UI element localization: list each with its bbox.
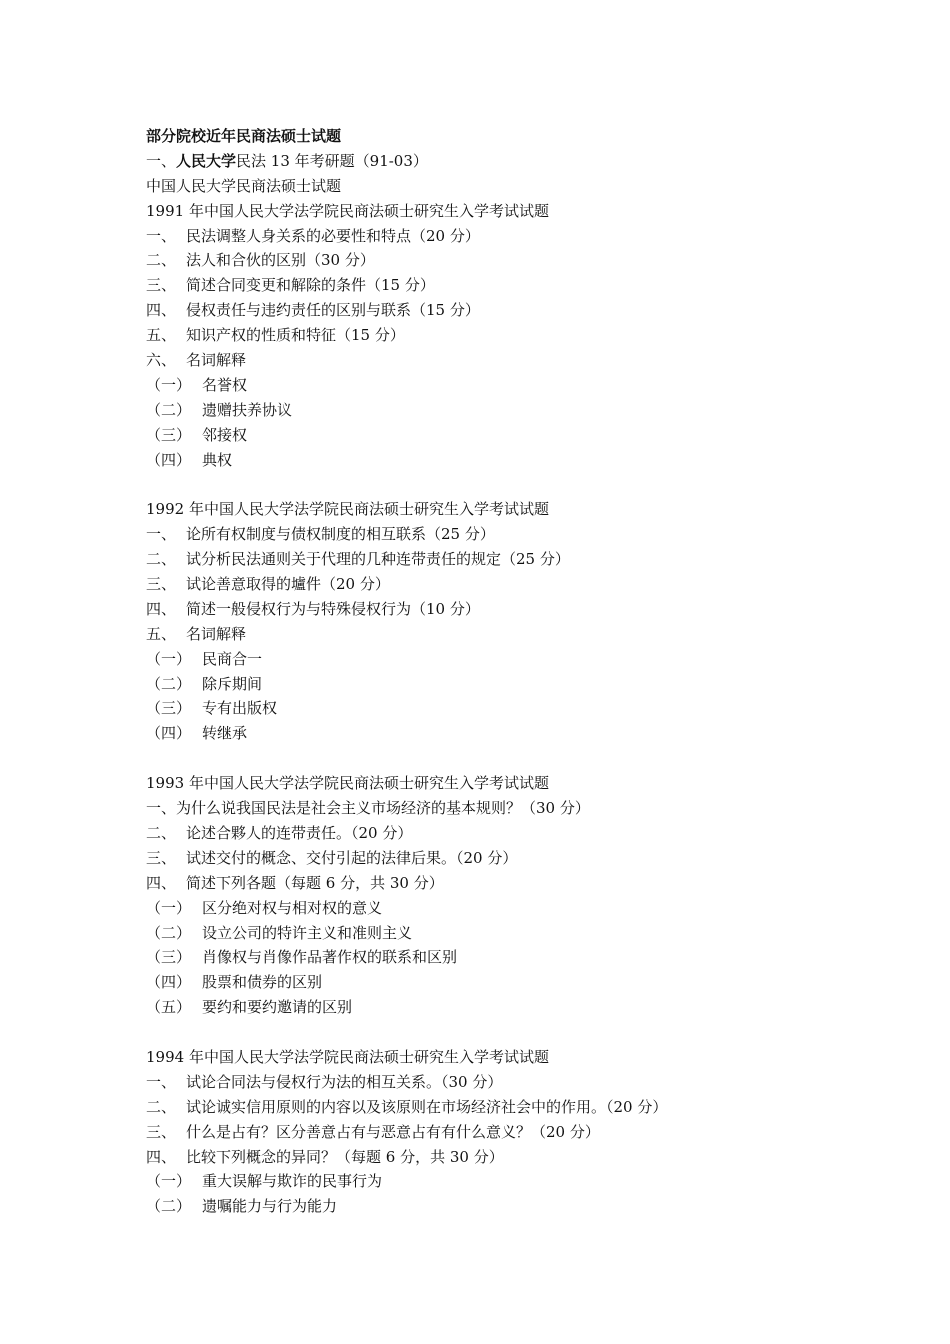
blank-line <box>146 472 926 497</box>
question-item <box>146 846 926 871</box>
sub-question-number: （一） <box>146 649 192 668</box>
question-item <box>146 597 926 622</box>
question-text: 知识产权的性质和特征（15 分） <box>186 326 405 345</box>
question-number: 四、 <box>146 873 177 892</box>
sub-question-text: 名誉权 <box>202 375 248 394</box>
question-text: 法人和合伙的区别（30 分） <box>186 251 375 270</box>
question-number: 三、 <box>146 848 177 867</box>
sub-question-text: 邻接权 <box>202 425 248 444</box>
question-number: 五、 <box>146 624 177 643</box>
sub-question-text: 除斥期间 <box>202 674 263 693</box>
sub-question-text: 设立公司的特许主义和准则主义 <box>202 923 413 942</box>
question-number: 二、 <box>146 1097 177 1116</box>
sub-question-number: （一） <box>146 898 192 917</box>
sub-question-text: 遗赠扶养协议 <box>202 400 293 419</box>
question-text: 简述一般侵权行为与特殊侵权行为（10 分） <box>186 599 480 618</box>
question-number: 二、 <box>146 550 177 569</box>
sub-question-item <box>146 373 926 398</box>
question-text: 简述合同变更和解除的条件（15 分） <box>186 276 435 295</box>
question-text: 侵权责任与违约责任的区别与联系（15 分） <box>186 301 480 320</box>
question-item: 一、为什么说我国民法是社会主义市场经济的基本规则？（30 分） <box>146 799 590 818</box>
question-item <box>146 821 926 846</box>
question-number: 四、 <box>146 1147 177 1166</box>
question-item <box>146 1070 926 1095</box>
sub-question-text: 区分绝对权与相对权的意义 <box>202 898 383 917</box>
sub-question-text: 典权 <box>202 450 233 469</box>
sub-question-text: 要约和要约邀请的区别 <box>202 998 353 1017</box>
document-body <box>146 124 926 1219</box>
question-number: 三、 <box>146 276 177 295</box>
question-item <box>146 547 926 572</box>
question-number: 六、 <box>146 351 177 370</box>
sub-question-item <box>146 1169 926 1194</box>
question-text: 试论合同法与侵权行为法的相互关系。（30 分） <box>186 1072 503 1091</box>
exam-heading-1991: 1991 年中国人民大学法学院民商法硕士研究生入学考试试题 <box>146 201 549 220</box>
question-item <box>146 323 926 348</box>
question-number: 一、 <box>146 1072 177 1091</box>
sub-question-text: 专有出版权 <box>202 699 278 718</box>
question-item <box>146 298 926 323</box>
sub-question-text: 肖像权与肖像作品著作权的联系和区别 <box>202 948 458 967</box>
document-subtitle: 中国人民大学民商法硕士试题 <box>146 176 342 195</box>
question-number: 三、 <box>146 575 177 594</box>
sub-question-item <box>146 921 926 946</box>
question-item <box>146 522 926 547</box>
sub-question-item <box>146 448 926 473</box>
sub-question-item <box>146 647 926 672</box>
blank-line <box>146 1020 926 1045</box>
sub-question-item <box>146 398 926 423</box>
question-text: 试论诚实信用原则的内容以及该原则在市场经济社会中的作用。（20 分） <box>186 1097 668 1116</box>
sub-question-item <box>146 1194 926 1219</box>
question-item <box>146 1095 926 1120</box>
question-text: 试分析民法通则关于代理的几种连带责任的规定（25 分） <box>186 550 570 569</box>
sub-question-text: 民商合一 <box>202 649 263 668</box>
sub-question-text: 转继承 <box>202 724 248 743</box>
question-text: 名词解释 <box>186 624 247 643</box>
sub-question-item <box>146 721 926 746</box>
question-item <box>146 871 926 896</box>
question-text: 民法调整人身关系的必要性和特点（20 分） <box>186 226 480 245</box>
question-item <box>146 1120 926 1145</box>
question-text: 论述合夥人的连带责任。（20 分） <box>186 823 413 842</box>
document-title: 部分院校近年民商法硕士试题 <box>146 127 342 145</box>
section-prefix: 一、 <box>146 151 177 170</box>
question-item <box>146 273 926 298</box>
section-heading <box>146 149 926 174</box>
sub-question-item <box>146 995 926 1020</box>
sub-question-number: （五） <box>146 998 192 1017</box>
question-text: 试述交付的概念、交付引起的法律后果。（20 分） <box>186 848 518 867</box>
sub-question-text: 股票和债券的区别 <box>202 973 323 992</box>
question-number: 三、 <box>146 1122 177 1141</box>
question-item <box>146 1145 926 1170</box>
question-text: 简述下列各题（每题 6 分，共 30 分） <box>186 873 444 892</box>
question-number: 一、 <box>146 525 177 544</box>
sub-question-number: （四） <box>146 973 192 992</box>
question-item <box>146 224 926 249</box>
section-rest: 民法 13 年考研题（91-03） <box>236 151 428 170</box>
question-number: 四、 <box>146 301 177 320</box>
question-item <box>146 572 926 597</box>
section-school: 人民大学 <box>176 151 237 170</box>
question-number: 五、 <box>146 326 177 345</box>
sub-question-number: （二） <box>146 923 192 942</box>
exam-heading-1994: 1994 年中国人民大学法学院民商法硕士研究生入学考试试题 <box>146 1047 549 1066</box>
question-text: 名词解释 <box>186 351 247 370</box>
blank-line <box>146 746 926 771</box>
sub-question-text: 遗嘱能力与行为能力 <box>202 1197 338 1216</box>
question-number: 一、 <box>146 226 177 245</box>
sub-question-number: （四） <box>146 450 192 469</box>
question-item <box>146 248 926 273</box>
sub-question-number: （二） <box>146 400 192 419</box>
sub-question-number: （四） <box>146 724 192 743</box>
sub-question-number: （一） <box>146 1172 192 1191</box>
question-number: 四、 <box>146 599 177 618</box>
sub-question-number: （三） <box>146 948 192 967</box>
sub-question-item <box>146 896 926 921</box>
sub-question-item <box>146 945 926 970</box>
question-text: 比较下列概念的异同？（每题 6 分，共 30 分） <box>186 1147 504 1166</box>
question-item <box>146 348 926 373</box>
sub-question-item <box>146 970 926 995</box>
question-number: 二、 <box>146 823 177 842</box>
question-text: 论所有权制度与债权制度的相互联系（25 分） <box>186 525 495 544</box>
sub-question-number: （二） <box>146 674 192 693</box>
sub-question-number: （一） <box>146 375 192 394</box>
sub-question-item <box>146 423 926 448</box>
question-text: 什么是占有？区分善意占有与恶意占有有什么意义？（20 分） <box>186 1122 600 1141</box>
question-item <box>146 622 926 647</box>
sub-question-item <box>146 672 926 697</box>
sub-question-number: （三） <box>146 699 192 718</box>
sub-question-item <box>146 696 926 721</box>
sub-question-number: （二） <box>146 1197 192 1216</box>
exam-heading-1993: 1993 年中国人民大学法学院民商法硕士研究生入学考试试题 <box>146 774 549 793</box>
sub-question-number: （三） <box>146 425 192 444</box>
exam-heading-1992: 1992 年中国人民大学法学院民商法硕士研究生入学考试试题 <box>146 500 549 519</box>
question-number: 二、 <box>146 251 177 270</box>
sub-question-text: 重大误解与欺诈的民事行为 <box>202 1172 383 1191</box>
question-text: 试论善意取得的壚件（20 分） <box>186 575 390 594</box>
